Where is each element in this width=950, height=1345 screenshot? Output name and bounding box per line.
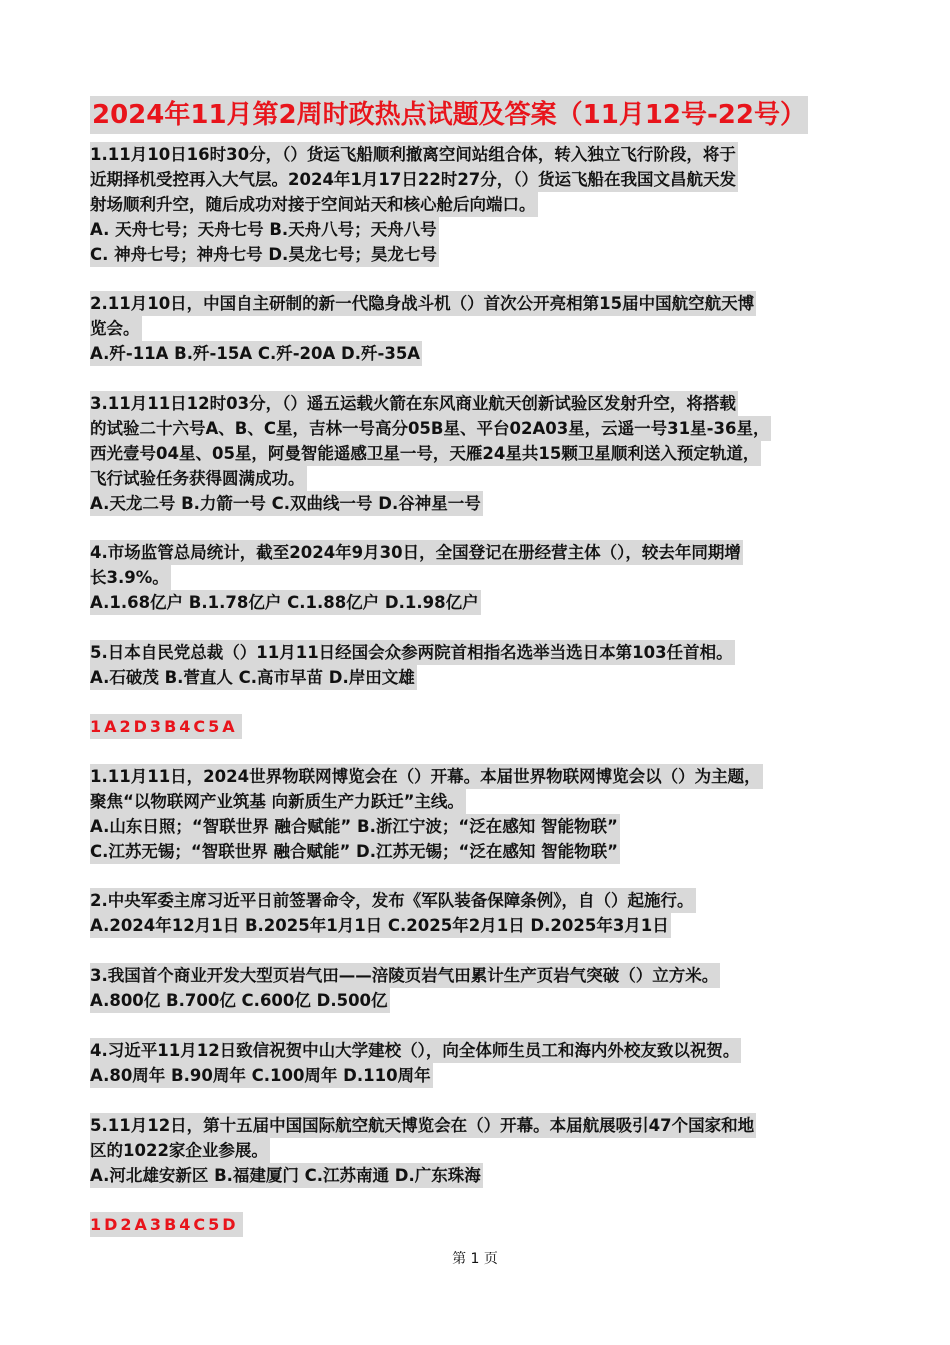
question-options: A.天龙二号 B.力箭一号 C.双曲线一号 D.谷神星一号 bbox=[90, 491, 483, 516]
question-options: A.2024年12月1日 B.2025年1月1日 C.2025年2月1日 D.2025年3月1日 bbox=[90, 913, 671, 938]
question-1-5 bbox=[90, 640, 862, 690]
question-2-3 bbox=[90, 963, 862, 1013]
document-title: 2024年11月第2周时政热点试题及答案（11月12号-22号） bbox=[90, 96, 808, 134]
page-number: 第 1 页 bbox=[452, 1251, 498, 1267]
question-2-5 bbox=[90, 1113, 862, 1188]
question-text: 5.11月12日，第十五届中国国际航空航天博览会在（）开幕。本届航展吸引47个国家和地 bbox=[90, 1113, 756, 1138]
question-text: 览会。 bbox=[90, 316, 142, 341]
answer-key-2 bbox=[90, 1212, 862, 1237]
question-text: 2.11月10日，中国自主研制的新一代隐身战斗机（）首次公开亮相第15届中国航空航天博 bbox=[90, 291, 756, 316]
question-text: 区的1022家企业参展。 bbox=[90, 1138, 270, 1163]
question-2-2 bbox=[90, 888, 862, 938]
question-options: A.河北雄安新区 B.福建厦门 C.江苏南通 D.广东珠海 bbox=[90, 1163, 483, 1188]
question-options: A.1.68亿户 B.1.78亿户 C.1.88亿户 D.1.98亿户 bbox=[90, 590, 481, 615]
question-options: A.800亿 B.700亿 C.600亿 D.500亿 bbox=[90, 988, 390, 1013]
question-options: A.歼-11A B.歼-15A C.歼-20A D.歼-35A bbox=[90, 341, 422, 366]
question-text: 1.11月10日16时30分，（）货运飞船顺利撤离空间站组合体，转入独立飞行阶段，将于 bbox=[90, 142, 738, 167]
question-text: 4.习近平11月12日致信祝贺中山大学建校（），向全体师生员工和海内外校友致以祝贺。 bbox=[90, 1038, 741, 1063]
question-text: 3.11月11日12时03分，（）遥五运载火箭在东风商业航天创新试验区发射升空，将搭载 bbox=[90, 391, 738, 416]
question-options: C. 神舟七号；神舟七号 D.昊龙七号；昊龙七号 bbox=[90, 242, 439, 267]
question-text: 长3.9%。 bbox=[90, 565, 171, 590]
question-text: 西光壹号04星、05星，阿曼智能遥感卫星一号，天雁24星共15颗卫星顺利送入预定轨道， bbox=[90, 441, 761, 466]
question-text: 5.日本自民党总裁（）11月11日经国会众参两院首相指名选举当选日本第103任首相。 bbox=[90, 640, 735, 665]
question-1-4 bbox=[90, 540, 862, 615]
question-2-1 bbox=[90, 764, 862, 864]
question-text: 近期择机受控再入大气层。2024年1月17日22时27分，（）货运飞船在我国文昌航天发 bbox=[90, 167, 738, 192]
answer-key-text: 1A2D3B4C5A bbox=[90, 714, 242, 739]
question-options: C.江苏无锡；“智联世界 融合赋能” D.江苏无锡；“泛在感知 智能物联” bbox=[90, 839, 620, 864]
question-1-2 bbox=[90, 291, 862, 366]
question-options: A.山东日照；“智联世界 融合赋能” B.浙江宁波；“泛在感知 智能物联” bbox=[90, 814, 620, 839]
question-text: 射场顺利升空，随后成功对接于空间站天和核心舱后向端口。 bbox=[90, 192, 538, 217]
question-text: 2.中央军委主席习近平日前签署命令，发布《军队装备保障条例》，自（）起施行。 bbox=[90, 888, 696, 913]
answer-key-1 bbox=[90, 714, 862, 739]
question-options: A.石破茂 B.菅直人 C.高市早苗 D.岸田文雄 bbox=[90, 665, 417, 690]
question-2-4 bbox=[90, 1038, 862, 1088]
question-options: A. 天舟七号；天舟七号 B.天舟八号；天舟八号 bbox=[90, 217, 439, 242]
question-text: 聚焦“以物联网产业筑基 向新质生产力跃迁”主线。 bbox=[90, 789, 466, 814]
question-1-1 bbox=[90, 142, 862, 267]
answer-key-text: 1D2A3B4C5D bbox=[90, 1212, 243, 1237]
question-text: 1.11月11日，2024世界物联网博览会在（）开幕。本届世界物联网博览会以（）为主题， bbox=[90, 764, 763, 789]
question-text: 4.市场监管总局统计，截至2024年9月30日，全国登记在册经营主体（），较去年同期增 bbox=[90, 540, 743, 565]
question-text: 3.我国首个商业开发大型页岩气田——涪陵页岩气田累计生产页岩气突破（）立方米。 bbox=[90, 963, 720, 988]
question-options: A.80周年 B.90周年 C.100周年 D.110周年 bbox=[90, 1063, 433, 1088]
question-1-3 bbox=[90, 391, 862, 516]
question-text: 飞行试验任务获得圆满成功。 bbox=[90, 466, 307, 491]
question-text: 的试验二十六号A、B、C星，吉林一号高分05B星、平台02A03星，云遥一号31星-36星， bbox=[90, 416, 771, 441]
